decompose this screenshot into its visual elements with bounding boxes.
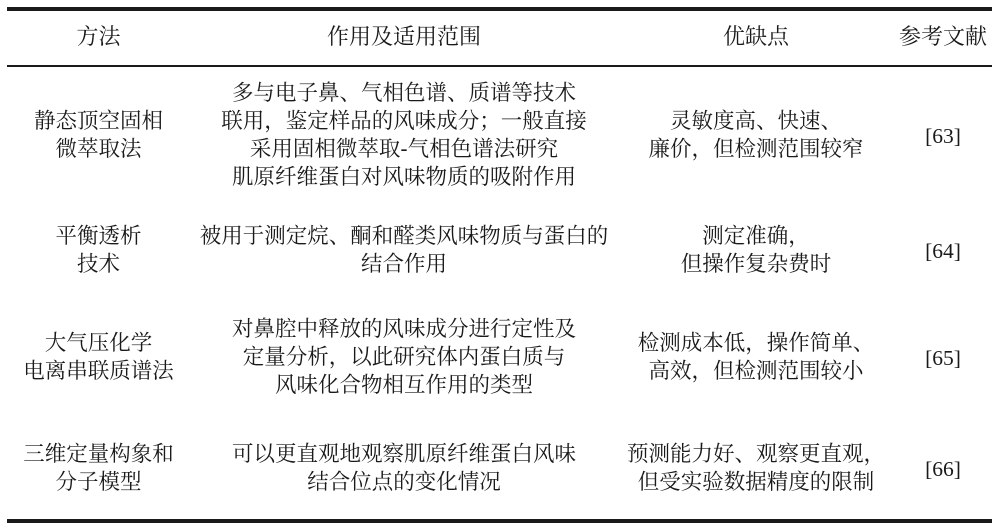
reference-cell: [63]	[925, 123, 961, 148]
scope-cell	[190, 204, 618, 298]
method-line: 技术	[76, 252, 120, 277]
method-line: 三维定量构象和	[23, 441, 174, 467]
pros-cons-line: 但受实验数据精度的限制	[637, 469, 875, 495]
table-row	[7, 298, 992, 418]
pros-cons-line: 预测能力好、观察更直观，	[626, 441, 885, 467]
method-line: 静态顶空固相	[33, 108, 163, 134]
pros-cons-cell	[618, 204, 894, 298]
scope-line: 可以更直观地观察肌原纤维蛋白风味	[231, 441, 576, 467]
method-cell	[7, 66, 190, 204]
pros-cons-line: 检测成本低，操作简单、	[637, 331, 875, 356]
reference-cell: [66]	[894, 418, 992, 521]
pros-cons-line: 灵敏度高、快速、	[669, 108, 842, 134]
scope-line: 肌原纤维蛋白对风味物质的吸附作用	[231, 164, 576, 190]
scope-cell	[190, 298, 618, 418]
reference-cell: [64]	[925, 239, 961, 263]
scope-line: 风味化合物相互作用的类型	[274, 373, 533, 398]
method-cell	[7, 298, 190, 418]
pros-cons-line: 廉价，但检测范围较窄	[648, 136, 864, 162]
method-line: 平衡透析	[55, 224, 142, 249]
header-scope: 作用及适用范围	[190, 9, 618, 66]
scope-line: 定量分析，以此研究体内蛋白质与	[242, 345, 566, 370]
pros-cons-cell	[618, 298, 894, 418]
header-method: 方法	[7, 9, 190, 66]
pros-cons-cell	[618, 418, 894, 521]
table-row	[7, 66, 992, 204]
scope-line: 结合位点的变化情况	[307, 469, 501, 495]
scope-line: 采用固相微萃取-气相色谱法研究	[249, 136, 559, 162]
reference-cell: [65]	[925, 346, 961, 370]
method-cell	[7, 204, 190, 298]
methods-table	[7, 7, 992, 523]
header-pros-cons: 优缺点	[618, 9, 894, 66]
pros-cons-cell	[618, 66, 894, 204]
header-row	[7, 9, 992, 66]
scope-cell	[190, 418, 618, 521]
method-line: 电离串联质谱法	[23, 359, 174, 384]
pros-cons-line: 但操作复杂费时	[680, 252, 832, 277]
pros-cons-line: 高效，但检测范围较小	[648, 359, 864, 384]
header-reference: 参考文献	[894, 9, 992, 66]
pros-cons-line: 测定准确，	[702, 224, 810, 249]
scope-line: 结合作用	[360, 252, 447, 277]
table-row	[7, 418, 992, 521]
scope-line: 对鼻腔中释放的风味成分进行定性及	[231, 317, 576, 342]
scope-line: 多与电子鼻、气相色谱、质谱等技术	[231, 80, 576, 106]
table-row	[7, 204, 992, 298]
scope-line: 联用，鉴定样品的风味成分；一般直接	[221, 108, 587, 134]
method-line: 分子模型	[55, 469, 142, 495]
scope-line: 被用于测定烷、酮和醛类风味物质与蛋白的	[199, 224, 609, 249]
method-line: 大气压化学	[44, 331, 153, 356]
scope-cell	[190, 66, 618, 204]
method-cell	[7, 418, 190, 521]
method-line: 微萃取法	[55, 136, 142, 162]
